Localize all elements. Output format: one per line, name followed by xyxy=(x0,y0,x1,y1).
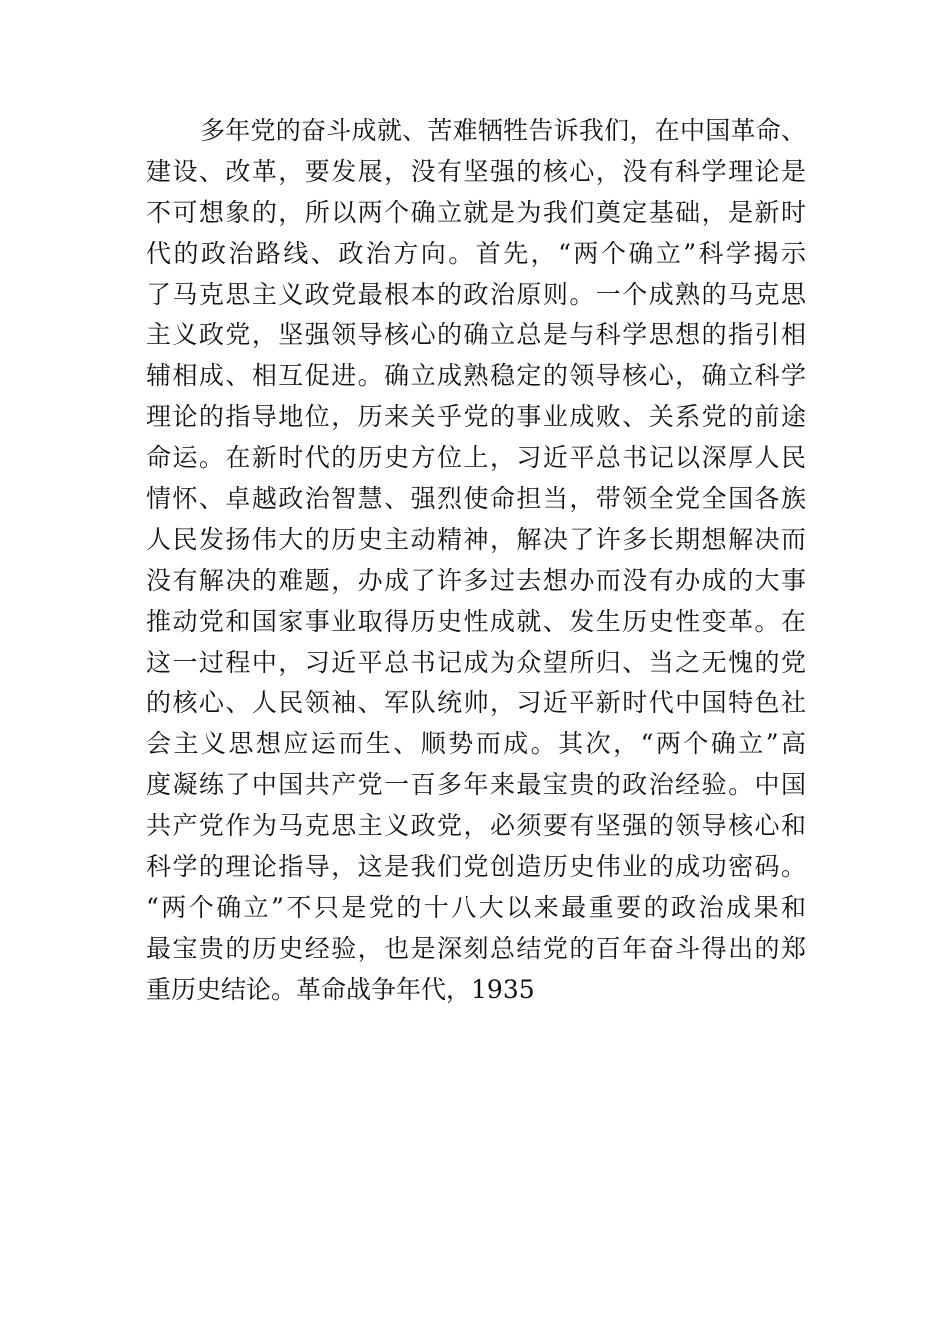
paragraph-line-11: 人民发扬伟大的历史主动精神，解决了许多长期想解决而 xyxy=(146,524,806,554)
paragraph-line-8: 理论的指导地位，历来关乎党的事业成败、关系党的前途 xyxy=(146,402,806,432)
paragraph-line-12: 没有解决的难题，办成了许多过去想办而没有办成的大事 xyxy=(146,565,806,595)
paragraph-line-22: 重历史结论。革命战争年代，1935 xyxy=(146,974,535,1004)
paragraph-line-10: 情怀、卓越政治智慧、强烈使命担当，带领全党全国各族 xyxy=(146,484,806,514)
paragraph-line-15: 的核心、人民领袖、军队统帅，习近平新时代中国特色社 xyxy=(146,688,806,718)
paragraph-line-16: 会主义思想应运而生、顺势而成。其次，“两个确立”高 xyxy=(146,729,806,759)
paragraph-line-17: 度凝练了中国共产党一百多年来最宝贵的政治经验。中国 xyxy=(146,770,806,800)
paragraph-line-19: 科学的理论指导，这是我们党创造历史伟业的成功密码。 xyxy=(146,852,806,882)
paragraph-line-5: 了马克思主义政党最根本的政治原则。一个成熟的马克思 xyxy=(146,279,806,309)
paragraph-line-6: 主义政党，坚强领导核心的确立总是与科学思想的指引相 xyxy=(146,320,806,350)
paragraph-line-21: 最宝贵的历史经验，也是深刻总结党的百年奋斗得出的郑 xyxy=(146,933,806,963)
paragraph-line-7: 辅相成、相互促进。确立成熟稳定的领导核心，确立科学 xyxy=(146,361,806,391)
paragraph-line-1: 多年党的奋斗成就、苦难牺牲告诉我们，在中国革命、 xyxy=(200,116,806,145)
paragraph-line-3: 不可想象的，所以两个确立就是为我们奠定基础，是新时 xyxy=(146,197,806,227)
paragraph-line-4: 代的政治路线、政治方向。首先，“两个确立”科学揭示 xyxy=(146,238,806,268)
paragraph-line-18: 共产党作为马克思主义政党，必须要有坚强的领导核心和 xyxy=(146,811,806,841)
paragraph-line-9: 命运。在新时代的历史方位上，习近平总书记以深厚人民 xyxy=(146,443,806,473)
body-paragraph xyxy=(146,111,806,1011)
paragraph-line-2: 建设、改革，要发展，没有坚强的核心，没有科学理论是 xyxy=(146,156,806,186)
paragraph-line-14: 这一过程中，习近平总书记成为众望所归、当之无愧的党 xyxy=(146,647,806,677)
paragraph-line-13: 推动党和国家事业取得历史性成就、发生历史性变革。在 xyxy=(146,606,806,636)
paragraph-line-20: “两个确立”不只是党的十八大以来最重要的政治成果和 xyxy=(146,892,806,922)
